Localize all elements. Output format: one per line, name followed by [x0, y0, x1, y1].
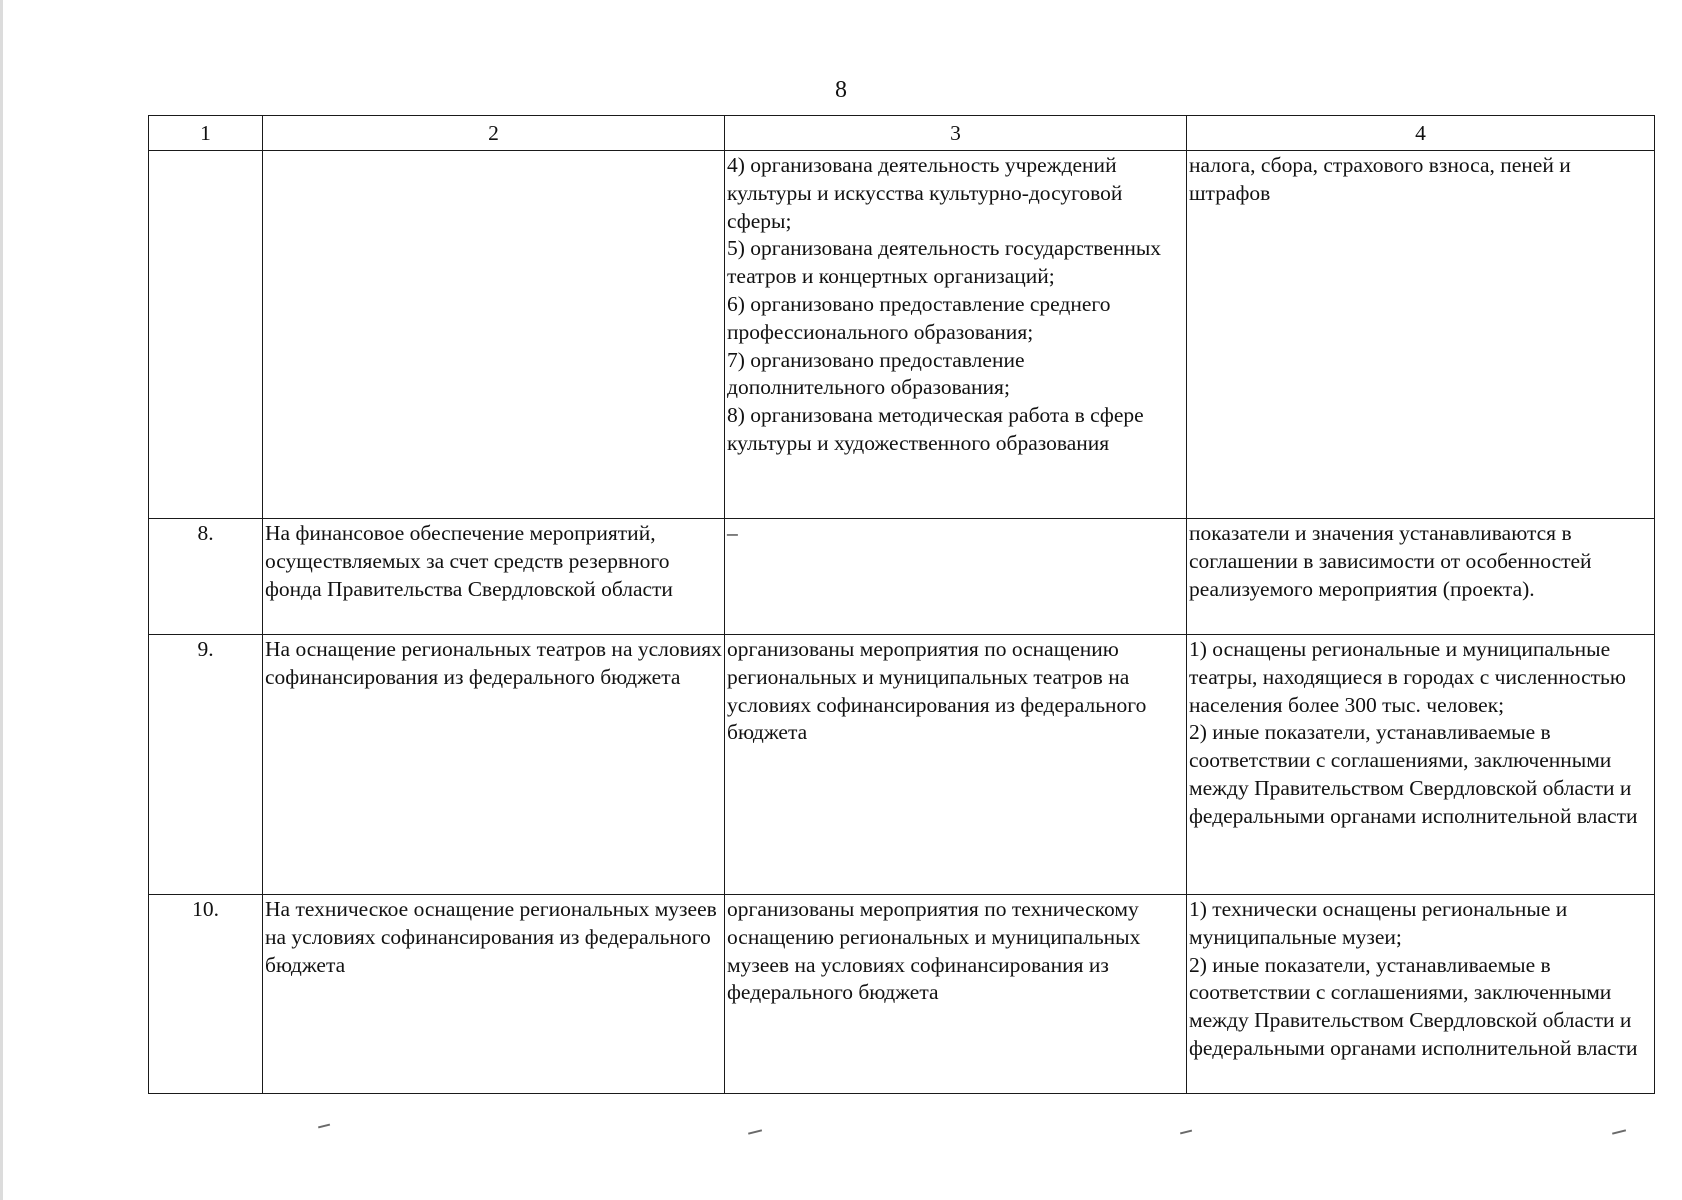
cell-indicators: 1) оснащены региональные и муниципальные театры, находящиеся в городах с численностью населения более 300 тыс. человек; 2) иные показатели, устанавливаемые в соответствии с соглашениями, заключенными между Правительством Свердловской области и федеральными органами исполнительной власти	[1187, 635, 1655, 895]
table-header-row	[149, 116, 1655, 151]
cell-number	[149, 151, 263, 519]
column-header-2: 2	[263, 116, 725, 151]
cell-purpose	[263, 151, 725, 519]
scan-mark	[1180, 1130, 1192, 1134]
cell-indicators: 1) технически оснащены региональные и муниципальные музеи; 2) иные показатели, устанавливаемые в соответствии с соглашениями, заключенными между Правительством Свердловской области и федеральными органами исполнительной власти	[1187, 895, 1655, 1094]
cell-number: 10.	[149, 895, 263, 1094]
scan-mark	[1612, 1129, 1626, 1134]
cell-number: 8.	[149, 519, 263, 635]
column-header-4: 4	[1187, 116, 1655, 151]
scan-mark	[748, 1129, 762, 1134]
column-header-3: 3	[725, 116, 1187, 151]
column-header-1: 1	[149, 116, 263, 151]
scan-mark	[318, 1124, 330, 1128]
cell-result: 4) организована деятельность учреждений культуры и искусства культурно-досуговой сферы; 5) организована деятельность государственных театров и концертных организаций; 6) организовано предоставление среднего профессионального образования; 7) организовано предоставление дополнительного образования; 8) организована методическая работа в сфере культуры и художественного образования	[725, 151, 1187, 519]
cell-result: организованы мероприятия по техническому оснащению региональных и муниципальных музеев на условиях софинансирования из федерального бюджета	[725, 895, 1187, 1094]
page-number: 8	[835, 77, 847, 103]
cell-result: организованы мероприятия по оснащению региональных и муниципальных театров на условиях софинансирования из федерального бюджета	[725, 635, 1187, 895]
cell-purpose: На финансовое обеспечение мероприятий, осуществляемых за счет средств резервного фонда Правительства Свердловской области	[263, 519, 725, 635]
document-table	[148, 115, 1655, 1094]
cell-result: –	[725, 519, 1187, 635]
table-row-continuation	[149, 151, 1655, 519]
scan-edge	[0, 0, 3, 1200]
table-row	[149, 895, 1655, 1094]
cell-indicators: показатели и значения устанавливаются в соглашении в зависимости от особенностей реализуемого мероприятия (проекта).	[1187, 519, 1655, 635]
cell-purpose: На техническое оснащение региональных музеев на условиях софинансирования из федерального бюджета	[263, 895, 725, 1094]
table-row	[149, 635, 1655, 895]
cell-purpose: На оснащение региональных театров на условиях софинансирования из федерального бюджета	[263, 635, 725, 895]
cell-indicators: налога, сбора, страхового взноса, пеней и штрафов	[1187, 151, 1655, 519]
table-row	[149, 519, 1655, 635]
cell-number: 9.	[149, 635, 263, 895]
